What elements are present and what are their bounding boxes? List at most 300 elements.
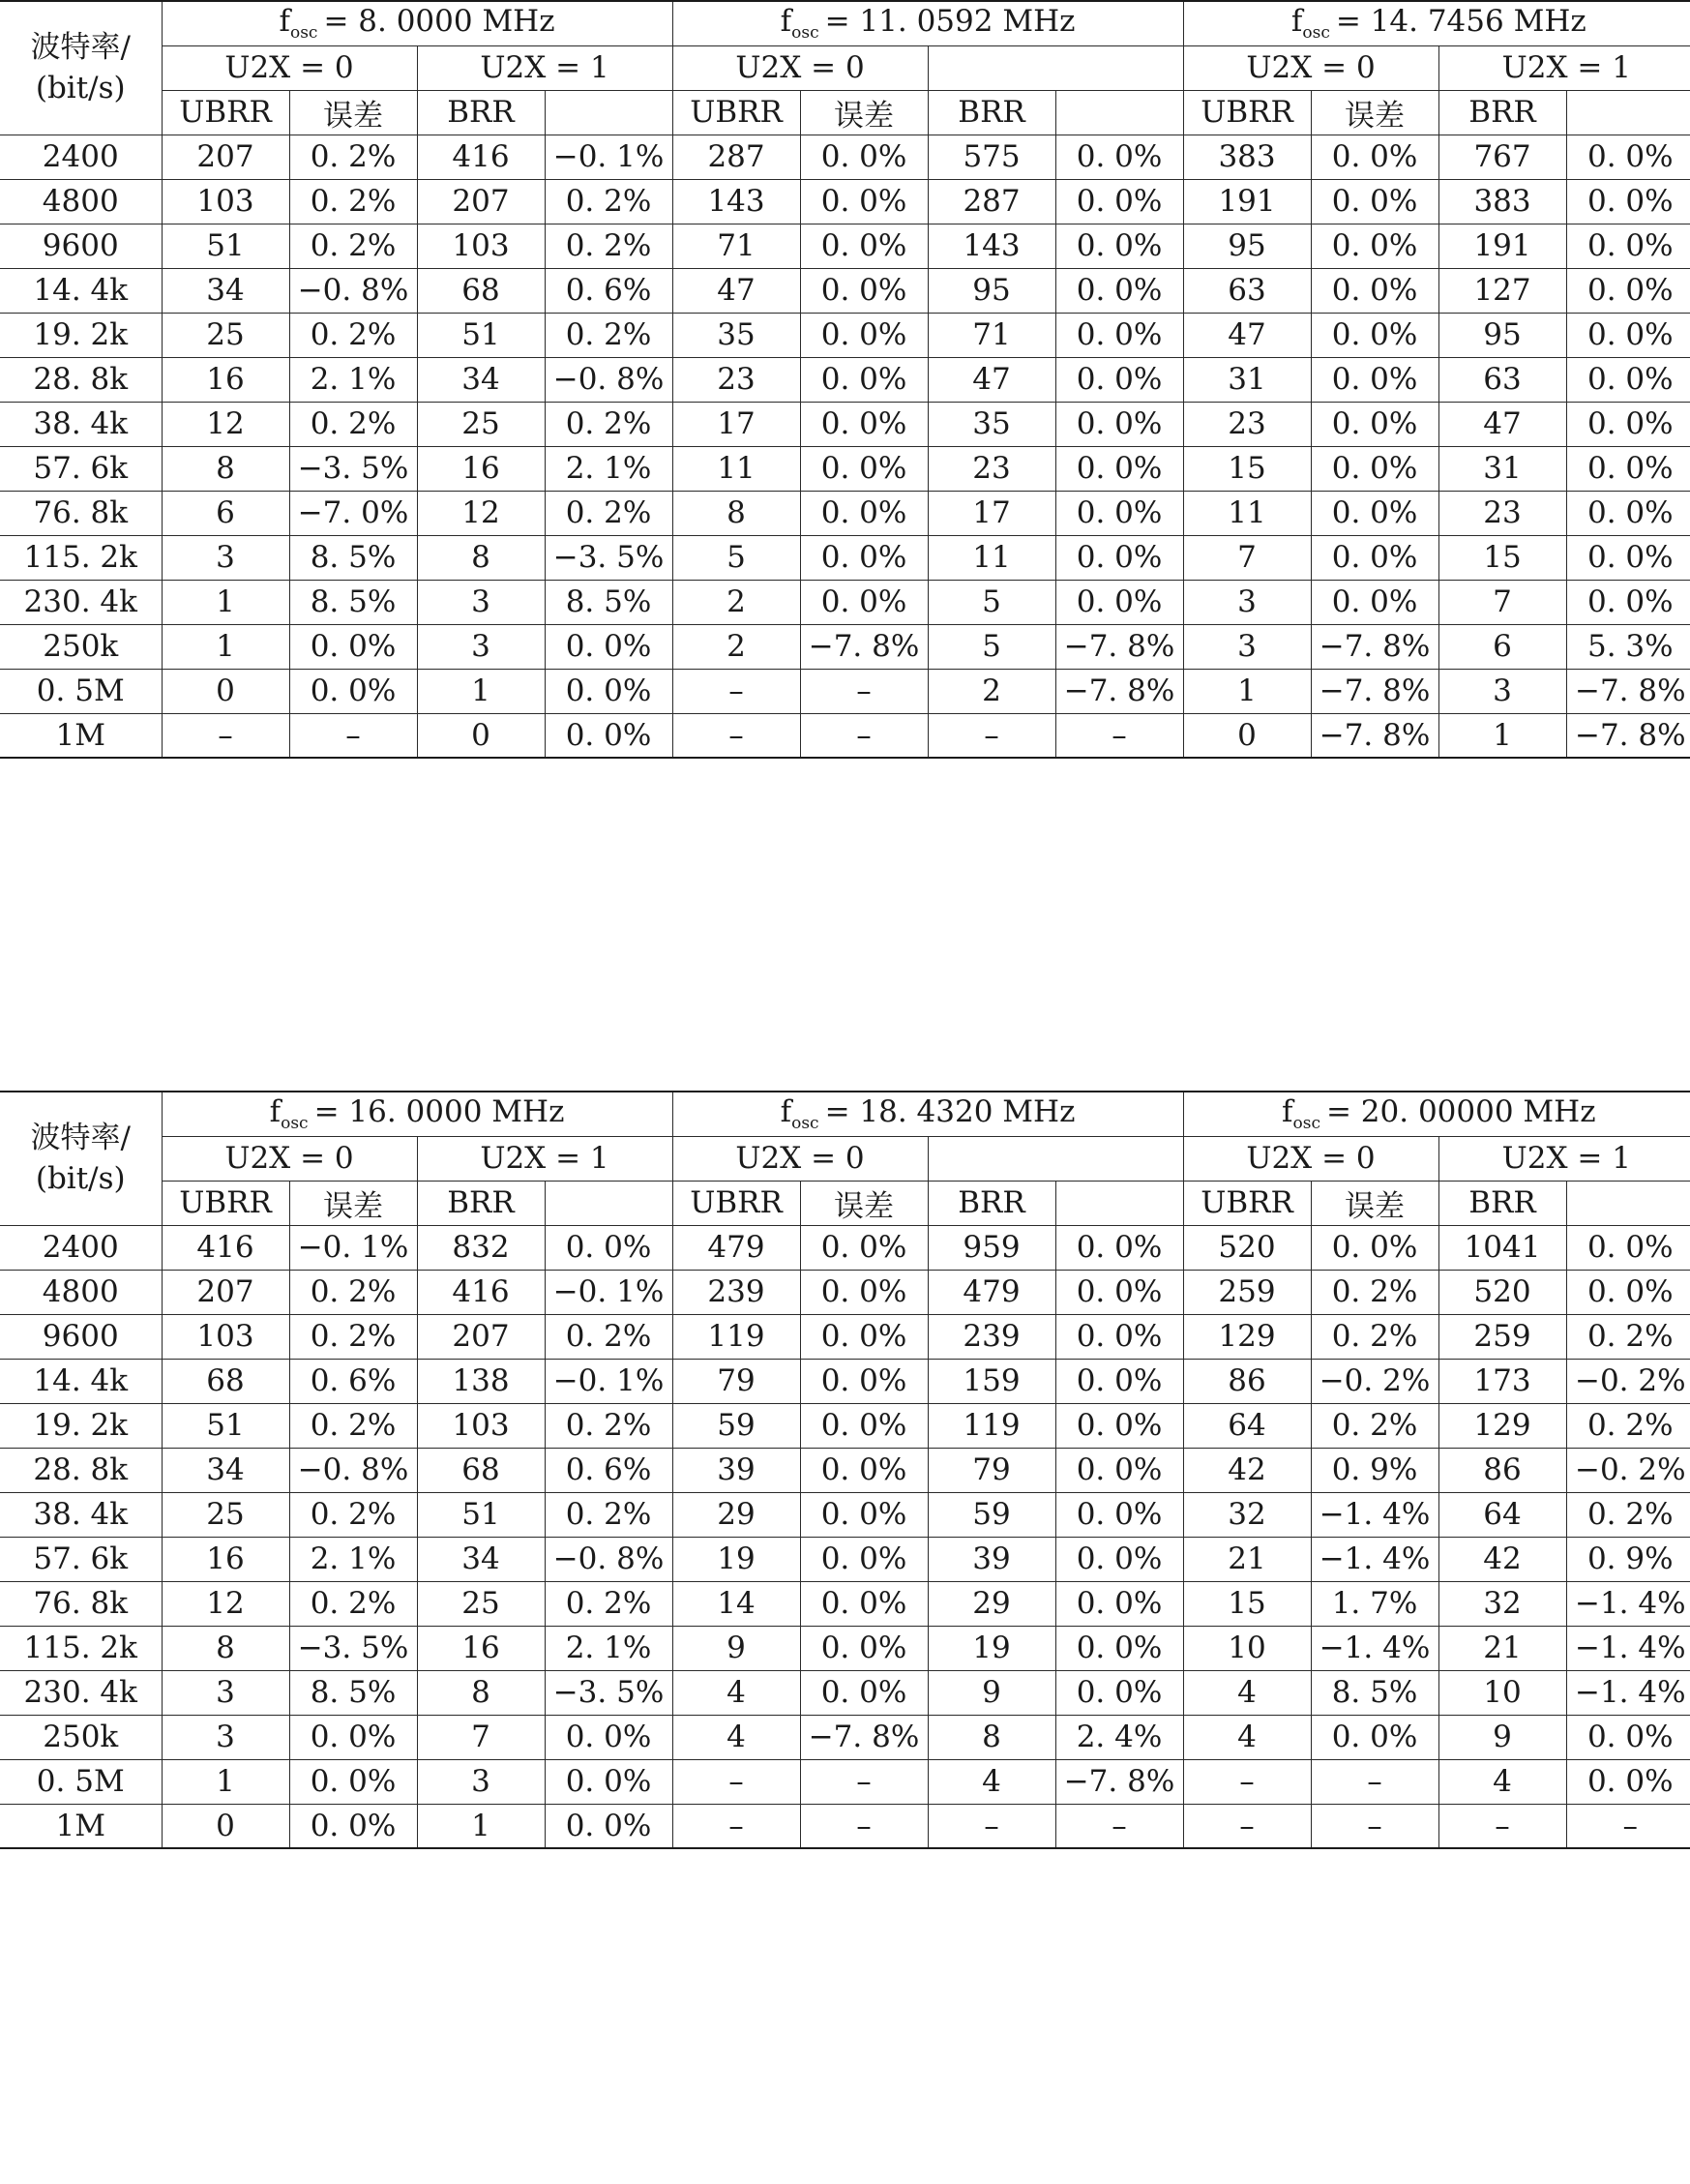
value-cell: −7. 8%: [1055, 1759, 1183, 1804]
baud-rate-cell: 38. 4k: [0, 1492, 162, 1537]
table-row: [0, 1759, 1690, 1804]
value-cell: 34: [162, 268, 289, 313]
value-cell: 0. 0%: [1566, 535, 1690, 580]
value-cell: 8. 5%: [289, 1670, 417, 1715]
value-cell: −3. 5%: [545, 1670, 672, 1715]
value-cell: 0. 0%: [289, 1715, 417, 1759]
u2x-header: U2X = 0: [672, 1136, 928, 1181]
value-cell: 8. 5%: [1311, 1670, 1438, 1715]
column-header: BRR: [928, 90, 1055, 135]
value-cell: 35: [928, 402, 1055, 446]
baud-rate-cell: 2400: [0, 1225, 162, 1270]
frequency-value: = 11. 0592 MHz: [824, 4, 1076, 40]
fosc-subscript: osc: [281, 1114, 309, 1134]
value-cell: 0. 2%: [289, 1492, 417, 1537]
frequency-header: [162, 1092, 672, 1136]
value-cell: 5. 3%: [1566, 624, 1690, 669]
value-cell: 0: [1183, 713, 1311, 758]
column-header: BRR: [417, 90, 545, 135]
value-cell: 25: [162, 1492, 289, 1537]
column-header: [1566, 90, 1690, 135]
value-cell: −1. 4%: [1566, 1670, 1690, 1715]
value-cell: 0. 0%: [800, 1314, 928, 1359]
column-header: [545, 90, 672, 135]
value-cell: 42: [1438, 1537, 1566, 1581]
value-cell: 64: [1183, 1403, 1311, 1448]
baud-rate-cell: 115. 2k: [0, 535, 162, 580]
value-cell: 42: [1183, 1448, 1311, 1492]
value-cell: 31: [1438, 446, 1566, 491]
u2x-header: [928, 1136, 1183, 1181]
value-cell: 103: [417, 224, 545, 268]
value-cell: 25: [417, 402, 545, 446]
value-cell: 0. 0%: [1566, 580, 1690, 624]
value-cell: 159: [928, 1359, 1055, 1403]
frequency-header: [1183, 1092, 1690, 1136]
table-row: [0, 1270, 1690, 1314]
value-cell: 12: [417, 491, 545, 535]
value-cell: 0. 0%: [1055, 1225, 1183, 1270]
value-cell: 0. 0%: [1566, 135, 1690, 179]
value-cell: 2. 1%: [289, 1537, 417, 1581]
table-row: [0, 491, 1690, 535]
value-cell: 15: [1438, 535, 1566, 580]
value-cell: 0. 0%: [1566, 1715, 1690, 1759]
value-cell: 575: [928, 135, 1055, 179]
value-cell: 8: [417, 535, 545, 580]
frequency-value: = 18. 4320 MHz: [824, 1094, 1076, 1130]
value-cell: 103: [162, 179, 289, 224]
fosc-symbol: f: [269, 1094, 282, 1130]
value-cell: 1: [417, 669, 545, 713]
value-cell: 21: [1438, 1626, 1566, 1670]
value-cell: −7. 8%: [1055, 624, 1183, 669]
value-cell: 2. 4%: [1055, 1715, 1183, 1759]
value-cell: 0. 0%: [1055, 268, 1183, 313]
value-cell: 0. 2%: [289, 1581, 417, 1626]
value-cell: 16: [417, 1626, 545, 1670]
table-row: [0, 357, 1690, 402]
fosc-symbol: f: [1290, 4, 1303, 40]
value-cell: 0. 0%: [1566, 357, 1690, 402]
baud-rate-cell: 57. 6k: [0, 1537, 162, 1581]
value-cell: 0. 0%: [1055, 535, 1183, 580]
value-cell: 239: [672, 1270, 800, 1314]
fosc-subscript: osc: [1302, 23, 1330, 44]
value-cell: 1: [162, 1759, 289, 1804]
value-cell: 129: [1183, 1314, 1311, 1359]
value-cell: 0. 2%: [289, 313, 417, 357]
baud-rate-cell: 4800: [0, 1270, 162, 1314]
header-row-columns: [0, 1181, 1690, 1225]
baud-rate-cell: 38. 4k: [0, 402, 162, 446]
value-cell: 959: [928, 1225, 1055, 1270]
table-row: [0, 1537, 1690, 1581]
value-cell: 8: [672, 491, 800, 535]
column-header: BRR: [928, 1181, 1055, 1225]
value-cell: 0. 0%: [1311, 357, 1438, 402]
value-cell: 0. 0%: [545, 713, 672, 758]
value-cell: 0. 0%: [545, 1804, 672, 1848]
value-cell: −7. 8%: [800, 624, 928, 669]
value-cell: −0. 8%: [545, 1537, 672, 1581]
value-cell: 0. 0%: [1055, 446, 1183, 491]
value-cell: –: [1183, 1804, 1311, 1848]
value-cell: −3. 5%: [289, 446, 417, 491]
baud-rate-cell: 28. 8k: [0, 1448, 162, 1492]
value-cell: 0. 0%: [289, 1759, 417, 1804]
value-cell: −0. 2%: [1566, 1359, 1690, 1403]
value-cell: 16: [162, 357, 289, 402]
value-cell: 51: [417, 1492, 545, 1537]
value-cell: 71: [928, 313, 1055, 357]
value-cell: 16: [162, 1537, 289, 1581]
value-cell: 0. 0%: [1311, 179, 1438, 224]
value-cell: 25: [162, 313, 289, 357]
header-row-frequency: [0, 1092, 1690, 1136]
value-cell: 9: [1438, 1715, 1566, 1759]
value-cell: –: [800, 669, 928, 713]
value-cell: 59: [672, 1403, 800, 1448]
value-cell: 0. 0%: [800, 446, 928, 491]
frequency-value: = 14. 7456 MHz: [1335, 4, 1586, 40]
value-cell: 2: [672, 580, 800, 624]
value-cell: –: [1055, 1804, 1183, 1848]
value-cell: −7. 8%: [1566, 713, 1690, 758]
value-cell: 0. 0%: [1055, 1492, 1183, 1537]
baud-rate-table-2: [0, 1091, 1690, 1849]
u2x-header: U2X = 1: [417, 45, 672, 90]
baud-rate-cell: 2400: [0, 135, 162, 179]
value-cell: −1. 4%: [1311, 1626, 1438, 1670]
value-cell: 23: [1438, 491, 1566, 535]
u2x-header: U2X = 1: [1438, 1136, 1690, 1181]
value-cell: 8. 5%: [289, 580, 417, 624]
baud-rate-cell: 250k: [0, 624, 162, 669]
value-cell: 32: [1438, 1581, 1566, 1626]
value-cell: 0. 0%: [800, 1626, 928, 1670]
value-cell: 129: [1438, 1403, 1566, 1448]
baud-rate-header: [0, 1092, 162, 1225]
baud-rate-label-line1: 波特率/: [30, 1121, 131, 1156]
value-cell: 479: [928, 1270, 1055, 1314]
value-cell: −3. 5%: [545, 535, 672, 580]
value-cell: 3: [1438, 669, 1566, 713]
table-row: [0, 224, 1690, 268]
value-cell: 0. 0%: [1311, 224, 1438, 268]
value-cell: 0. 0%: [1566, 268, 1690, 313]
value-cell: 68: [162, 1359, 289, 1403]
value-cell: 0. 2%: [545, 179, 672, 224]
value-cell: 16: [417, 446, 545, 491]
value-cell: 0: [162, 669, 289, 713]
value-cell: 19: [928, 1626, 1055, 1670]
value-cell: −7. 0%: [289, 491, 417, 535]
value-cell: –: [1311, 1759, 1438, 1804]
value-cell: 207: [417, 1314, 545, 1359]
column-header: BRR: [1438, 90, 1566, 135]
value-cell: 3: [162, 1670, 289, 1715]
column-header: UBRR: [1183, 90, 1311, 135]
u2x-header: U2X = 0: [1183, 1136, 1438, 1181]
value-cell: 8: [162, 446, 289, 491]
value-cell: 127: [1438, 268, 1566, 313]
value-cell: 1: [162, 624, 289, 669]
value-cell: 103: [417, 1403, 545, 1448]
value-cell: 259: [1438, 1314, 1566, 1359]
table-row: [0, 535, 1690, 580]
value-cell: 0. 0%: [1055, 1448, 1183, 1492]
value-cell: 383: [1183, 135, 1311, 179]
value-cell: 173: [1438, 1359, 1566, 1403]
frequency-header: [672, 1092, 1183, 1136]
value-cell: 86: [1438, 1448, 1566, 1492]
baud-rate-header: [0, 1, 162, 135]
value-cell: 68: [417, 1448, 545, 1492]
table-row: [0, 669, 1690, 713]
value-cell: 0. 0%: [800, 224, 928, 268]
value-cell: 0. 0%: [1311, 313, 1438, 357]
value-cell: 2. 1%: [545, 1626, 672, 1670]
value-cell: 0. 2%: [289, 224, 417, 268]
value-cell: –: [800, 713, 928, 758]
frequency-header: [1183, 1, 1690, 45]
value-cell: 191: [1438, 224, 1566, 268]
value-cell: 0. 0%: [1311, 491, 1438, 535]
value-cell: 39: [928, 1537, 1055, 1581]
column-header: UBRR: [672, 90, 800, 135]
table-row: [0, 580, 1690, 624]
value-cell: 29: [928, 1581, 1055, 1626]
table-row: [0, 1626, 1690, 1670]
u2x-header: [928, 45, 1183, 90]
value-cell: 4: [672, 1670, 800, 1715]
value-cell: −1. 4%: [1566, 1626, 1690, 1670]
value-cell: 51: [162, 224, 289, 268]
fosc-subscript: osc: [791, 23, 819, 44]
value-cell: 0. 6%: [545, 268, 672, 313]
frequency-value: = 16. 0000 MHz: [313, 1094, 565, 1130]
value-cell: 5: [928, 580, 1055, 624]
value-cell: 0. 2%: [1566, 1492, 1690, 1537]
value-cell: 0. 0%: [1055, 224, 1183, 268]
table-row: [0, 1448, 1690, 1492]
value-cell: 64: [1438, 1492, 1566, 1537]
value-cell: 0. 0%: [800, 1270, 928, 1314]
baud-rate-label-line2: (bit/s): [35, 71, 126, 106]
value-cell: 0. 0%: [1566, 224, 1690, 268]
value-cell: 138: [417, 1359, 545, 1403]
value-cell: 0. 0%: [1055, 1626, 1183, 1670]
value-cell: 0. 0%: [1566, 491, 1690, 535]
value-cell: 4: [1183, 1670, 1311, 1715]
value-cell: 119: [672, 1314, 800, 1359]
value-cell: 0. 0%: [800, 580, 928, 624]
column-header: UBRR: [162, 90, 289, 135]
column-header: [1055, 1181, 1183, 1225]
table-row: [0, 1314, 1690, 1359]
value-cell: 51: [162, 1403, 289, 1448]
value-cell: 4: [672, 1715, 800, 1759]
value-cell: 86: [1183, 1359, 1311, 1403]
value-cell: –: [1183, 1759, 1311, 1804]
value-cell: 19: [672, 1537, 800, 1581]
value-cell: 3: [417, 1759, 545, 1804]
value-cell: 0. 0%: [1055, 313, 1183, 357]
value-cell: 0. 0%: [1055, 1403, 1183, 1448]
value-cell: −7. 8%: [1311, 713, 1438, 758]
value-cell: 29: [672, 1492, 800, 1537]
value-cell: 0. 0%: [1566, 1270, 1690, 1314]
value-cell: 68: [417, 268, 545, 313]
value-cell: 5: [672, 535, 800, 580]
value-cell: 3: [162, 1715, 289, 1759]
value-cell: 47: [928, 357, 1055, 402]
u2x-header: U2X = 1: [417, 1136, 672, 1181]
value-cell: 239: [928, 1314, 1055, 1359]
value-cell: 8: [417, 1670, 545, 1715]
value-cell: 0. 0%: [545, 1759, 672, 1804]
value-cell: 0. 2%: [289, 179, 417, 224]
frequency-value: = 20. 00000 MHz: [1325, 1094, 1596, 1130]
value-cell: –: [1311, 1804, 1438, 1848]
column-header: [545, 1181, 672, 1225]
value-cell: 95: [1183, 224, 1311, 268]
value-cell: 143: [672, 179, 800, 224]
baud-rate-cell: 9600: [0, 224, 162, 268]
baud-rate-cell: 230. 4k: [0, 1670, 162, 1715]
value-cell: 767: [1438, 135, 1566, 179]
value-cell: 15: [1183, 1581, 1311, 1626]
baud-rate-cell: 1M: [0, 713, 162, 758]
value-cell: 1041: [1438, 1225, 1566, 1270]
column-header: UBRR: [1183, 1181, 1311, 1225]
value-cell: 4: [1183, 1715, 1311, 1759]
table-row: [0, 402, 1690, 446]
value-cell: 4: [928, 1759, 1055, 1804]
value-cell: 1. 7%: [1311, 1581, 1438, 1626]
baud-rate-cell: 14. 4k: [0, 268, 162, 313]
value-cell: 63: [1183, 268, 1311, 313]
fosc-symbol: f: [780, 4, 792, 40]
value-cell: 11: [928, 535, 1055, 580]
value-cell: 103: [162, 1314, 289, 1359]
column-header: UBRR: [672, 1181, 800, 1225]
value-cell: 0. 2%: [289, 402, 417, 446]
value-cell: 0. 2%: [289, 1403, 417, 1448]
value-cell: 6: [1438, 624, 1566, 669]
value-cell: 119: [928, 1403, 1055, 1448]
baud-rate-label-line1: 波特率/: [30, 30, 131, 66]
value-cell: −0. 2%: [1311, 1359, 1438, 1403]
value-cell: 8. 5%: [545, 580, 672, 624]
value-cell: 0. 0%: [1311, 580, 1438, 624]
value-cell: 0. 0%: [800, 357, 928, 402]
value-cell: –: [162, 713, 289, 758]
value-cell: 143: [928, 224, 1055, 268]
value-cell: 207: [162, 135, 289, 179]
column-header: [1055, 90, 1183, 135]
value-cell: 0. 2%: [1566, 1314, 1690, 1359]
baud-rate-cell: 0. 5M: [0, 1759, 162, 1804]
value-cell: 3: [417, 624, 545, 669]
value-cell: –: [289, 713, 417, 758]
baud-rate-cell: 115. 2k: [0, 1626, 162, 1670]
value-cell: 79: [672, 1359, 800, 1403]
value-cell: 0. 6%: [545, 1448, 672, 1492]
value-cell: 14: [672, 1581, 800, 1626]
frequency-header: [672, 1, 1183, 45]
value-cell: 1: [1438, 713, 1566, 758]
table-row: [0, 1403, 1690, 1448]
value-cell: 207: [417, 179, 545, 224]
value-cell: 0. 0%: [1055, 491, 1183, 535]
value-cell: −0. 8%: [289, 1448, 417, 1492]
value-cell: 416: [417, 1270, 545, 1314]
value-cell: 23: [928, 446, 1055, 491]
fosc-subscript: osc: [1292, 1114, 1320, 1134]
value-cell: 0. 0%: [1055, 357, 1183, 402]
value-cell: 8: [162, 1626, 289, 1670]
value-cell: 207: [162, 1270, 289, 1314]
column-header: 误差: [289, 90, 417, 135]
value-cell: –: [672, 1804, 800, 1848]
value-cell: 8. 5%: [289, 535, 417, 580]
value-cell: 11: [672, 446, 800, 491]
value-cell: 479: [672, 1225, 800, 1270]
value-cell: 7: [417, 1715, 545, 1759]
value-cell: 0. 0%: [1311, 1715, 1438, 1759]
value-cell: –: [672, 713, 800, 758]
value-cell: 12: [162, 402, 289, 446]
value-cell: 191: [1183, 179, 1311, 224]
value-cell: 1: [162, 580, 289, 624]
value-cell: 15: [1183, 446, 1311, 491]
value-cell: 0. 2%: [289, 135, 417, 179]
value-cell: 12: [162, 1581, 289, 1626]
frequency-value: = 8. 0000 MHz: [323, 4, 555, 40]
value-cell: −1. 4%: [1311, 1537, 1438, 1581]
table-row: [0, 1581, 1690, 1626]
value-cell: –: [800, 1804, 928, 1848]
value-cell: 0. 0%: [1311, 402, 1438, 446]
value-cell: 0. 0%: [800, 1670, 928, 1715]
baud-rate-cell: 76. 8k: [0, 491, 162, 535]
value-cell: −7. 8%: [1566, 669, 1690, 713]
value-cell: 0. 0%: [1055, 580, 1183, 624]
value-cell: 3: [417, 580, 545, 624]
value-cell: –: [1438, 1804, 1566, 1848]
value-cell: 32: [1183, 1492, 1311, 1537]
value-cell: 0. 2%: [545, 313, 672, 357]
value-cell: 9: [672, 1626, 800, 1670]
value-cell: –: [800, 1759, 928, 1804]
value-cell: 2: [672, 624, 800, 669]
value-cell: 0. 2%: [289, 1314, 417, 1359]
value-cell: 0. 2%: [545, 491, 672, 535]
value-cell: 0. 0%: [1055, 1314, 1183, 1359]
value-cell: 63: [1438, 357, 1566, 402]
fosc-symbol: f: [1282, 1094, 1293, 1130]
value-cell: −3. 5%: [289, 1626, 417, 1670]
value-cell: 0. 2%: [289, 1270, 417, 1314]
column-header: BRR: [417, 1181, 545, 1225]
value-cell: −0. 1%: [545, 135, 672, 179]
value-cell: 23: [672, 357, 800, 402]
value-cell: 0. 0%: [1566, 179, 1690, 224]
value-cell: −7. 8%: [1311, 669, 1438, 713]
value-cell: –: [672, 669, 800, 713]
